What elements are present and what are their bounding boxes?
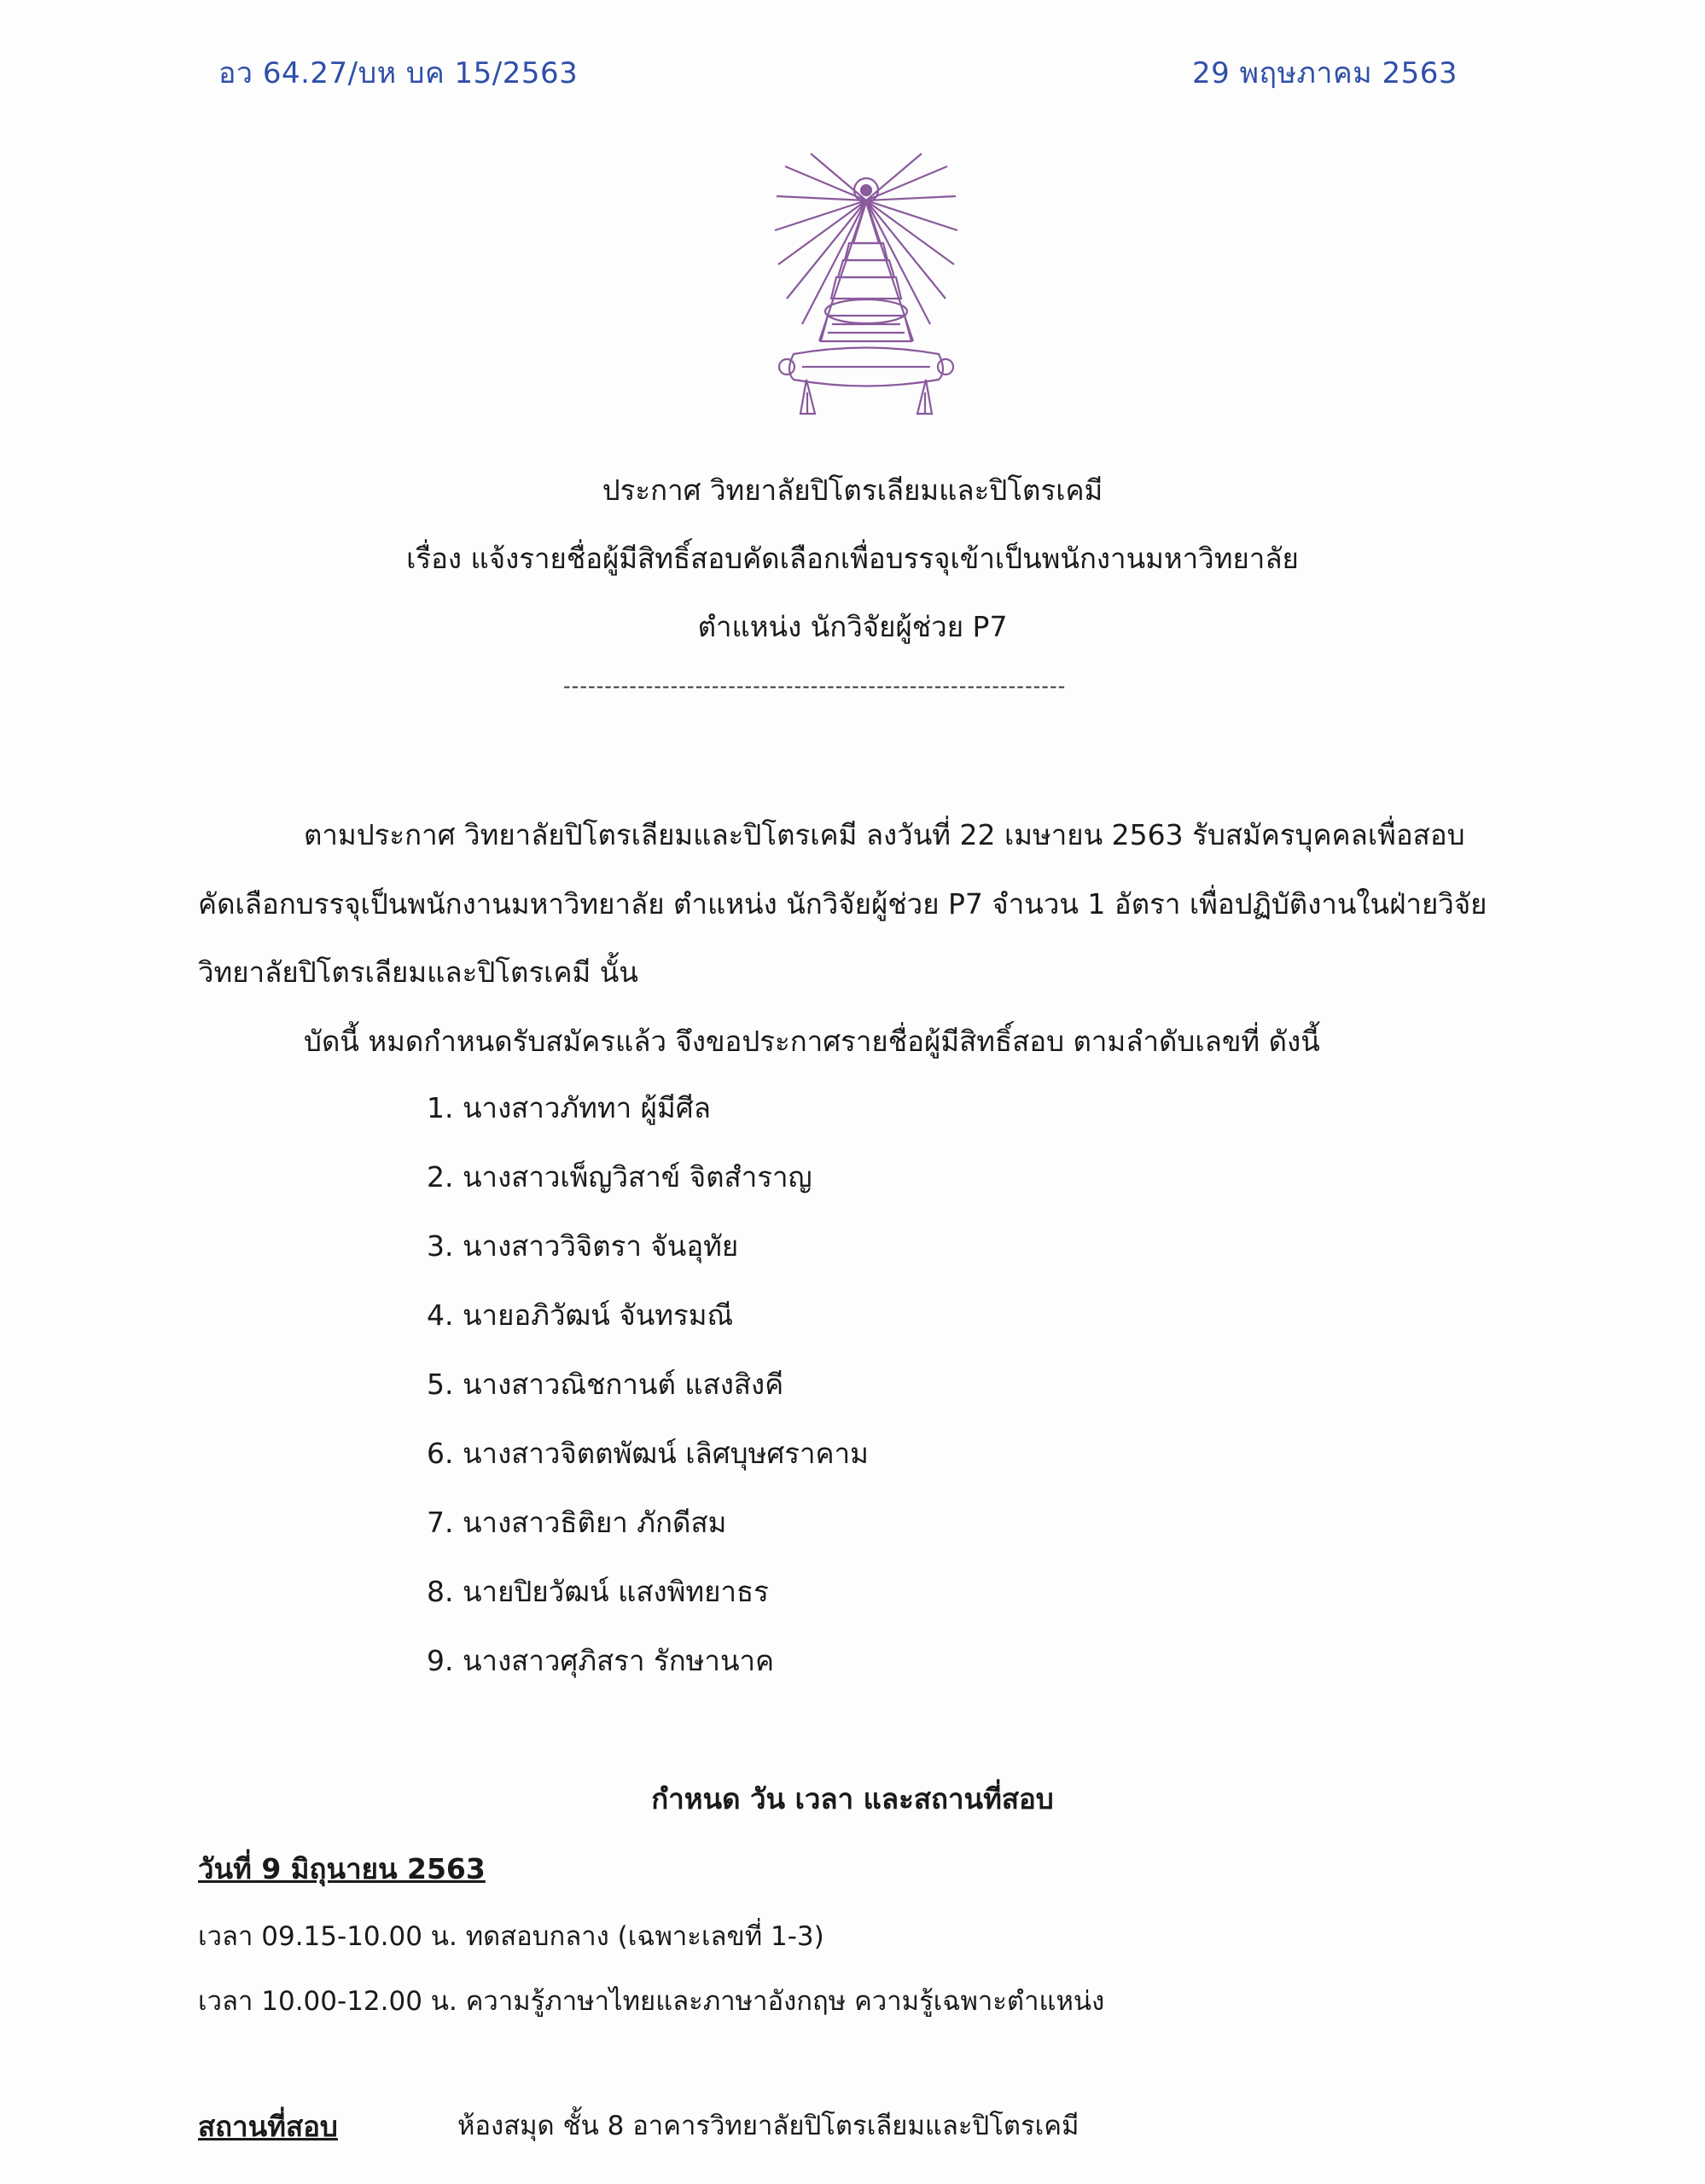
exam-venue-label: สถานที่สอบ xyxy=(198,2110,338,2143)
candidate-item: 4. นายอภิวัฒน์ จันทรมณี xyxy=(427,1298,734,1332)
candidate-item: 3. นางสาววิจิตรา จันอุทัย xyxy=(427,1229,739,1263)
candidate-list xyxy=(427,1085,869,1707)
chulalongkorn-university-emblem-icon xyxy=(768,149,964,422)
body-paragraph-line: วิทยาลัยปิโตรเลียมและปิโตรเคมี นั้น xyxy=(198,956,638,989)
title-divider: ------------------------------------------------------------- xyxy=(563,674,1067,698)
body-paragraph-line: คัดเลือกบรรจุเป็นพนักงานมหาวิทยาลัย ตำแหน่ง นักวิจัยผู้ช่วย P7 จำนวน 1 อัตรา เพื่อปฏิบัติงานในฝ่ายวิจัย xyxy=(198,887,1487,921)
candidate-item: 2. นางสาวเพ็ญวิสาข์ จิตสำราญ xyxy=(427,1160,812,1194)
candidate-item: 8. นายปิยวัฒน์ แสงพิทยาธร xyxy=(427,1575,769,1608)
announcement-subject: เรื่อง แจ้งรายชื่อผู้มีสิทธิ์สอบคัดเลือกเพื่อบรรจุเข้าเป็นพนักงานมหาวิทยาลัย xyxy=(406,542,1299,575)
candidate-item: 9. นางสาวศุภิสรา รักษานาค xyxy=(427,1644,775,1677)
exam-date: วันที่ 9 มิถุนายน 2563 xyxy=(198,1852,486,1885)
document-date: 29 พฤษภาคม 2563 xyxy=(1192,56,1458,90)
candidate-item: 1. นางสาวภัททา ผู้มีศีล xyxy=(427,1091,711,1124)
announcement-heading: ประกาศ วิทยาลัยปิโตรเลียมและปิโตรเคมี xyxy=(602,473,1103,507)
announcement-position: ตำแหน่ง นักวิจัยผู้ช่วย P7 xyxy=(697,610,1008,643)
candidate-item: 7. นางสาวธิติยา ภักดีสม xyxy=(427,1506,727,1539)
body-paragraph-line: ตามประกาศ วิทยาลัยปิโตรเลียมและปิโตรเคมี ลงวันที่ 22 เมษายน 2563 รับสมัครบุคคลเพื่อสอบ xyxy=(304,818,1465,851)
exam-time-slot: เวลา 10.00-12.00 น. ความรู้ภาษาไทยและภาษาอังกฤษ ความรู้เฉพาะตำแหน่ง xyxy=(198,1986,1105,2017)
candidate-item: 5. นางสาวณิชกานต์ แสงสิงคี xyxy=(427,1368,784,1401)
schedule-section-title: กำหนด วัน เวลา และสถานที่สอบ xyxy=(651,1782,1054,1815)
exam-venue-value: ห้องสมุด ชั้น 8 อาคารวิทยาลัยปิโตรเลียมและปิโตรเคมี xyxy=(457,2111,1079,2141)
document-reference-number: อว 64.27/บห บค 15/2563 xyxy=(218,56,579,90)
body-paragraph-intro-list: บัดนี้ หมดกำหนดรับสมัครแล้ว จึงขอประกาศรายชื่อผู้มีสิทธิ์สอบ ตามลำดับเลขที่ ดังนี้ xyxy=(304,1025,1320,1058)
candidate-item: 6. นางสาวจิตตพัฒน์ เลิศบุษศราคาม xyxy=(427,1437,869,1470)
exam-time-slot: เวลา 09.15-10.00 น. ทดสอบกลาง (เฉพาะเลขที่ 1-3) xyxy=(198,1921,824,1952)
